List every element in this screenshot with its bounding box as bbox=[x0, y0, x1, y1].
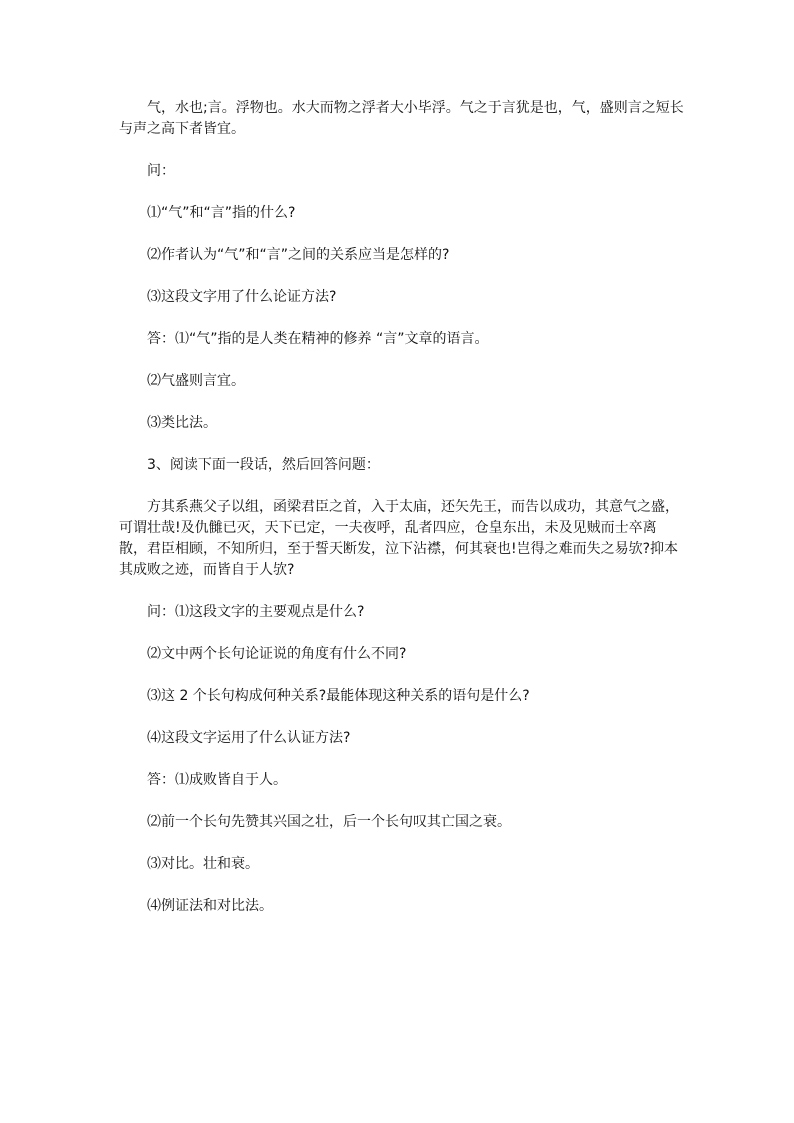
passage-paragraph-2: 方其系燕父子以组，函梁君臣之首，入于太庙，还矢先王，而告以成功，其意气之盛，可谓壮哉!及仇雠已灭，天下已定，一夫夜呼，乱者四应，仓皇东出，未及见贼而士卒离散，君臣相顾，不知所归，至于誓天断发，泣下沾襟，何其衰也!岂得之难而失之易欤?抑本其成败之迹，而皆自于人欤? bbox=[119, 499, 679, 578]
question-4: 问：⑴这段文字的主要观点是什么? bbox=[147, 604, 365, 620]
answer-3: ⑶类比法。 bbox=[147, 415, 217, 431]
passage-paragraph-1: 气，水也;言。浮物也。水大而物之浮者大小毕浮。气之于言犹是也，气，盛则言之短长与声之高下者皆宜。 bbox=[119, 100, 684, 137]
answer-5: ⑵前一个长句先赞其兴国之壮，后一个长句叹其亡国之衰。 bbox=[147, 814, 511, 830]
question-6: ⑶这 2 个长句构成何种关系?最能体现这种关系的语句是什么? bbox=[147, 688, 530, 704]
question-1: ⑴“气”和“言”指的什么? bbox=[147, 205, 296, 221]
section-3-heading: 3、阅读下面一段话，然后回答问题： bbox=[147, 457, 380, 473]
question-3: ⑶这段文字用了什么论证方法? bbox=[147, 289, 337, 305]
question-2: ⑵作者认为“气”和“言”之间的关系应当是怎样的? bbox=[147, 247, 450, 263]
answer-2: ⑵气盛则言宜。 bbox=[147, 373, 245, 389]
answer-6: ⑶对比。壮和衰。 bbox=[147, 856, 259, 872]
question-label: 问： bbox=[147, 163, 175, 179]
question-5: ⑵文中两个长句论证说的角度有什么不同? bbox=[147, 646, 407, 662]
question-7: ⑷这段文字运用了什么认证方法? bbox=[147, 730, 351, 746]
answer-4: 答：⑴成败皆自于人。 bbox=[147, 772, 287, 788]
answer-1: 答：⑴“气”指的是人类在精神的修养 “言”文章的语言。 bbox=[147, 331, 489, 347]
answer-7: ⑷例证法和对比法。 bbox=[147, 898, 273, 914]
